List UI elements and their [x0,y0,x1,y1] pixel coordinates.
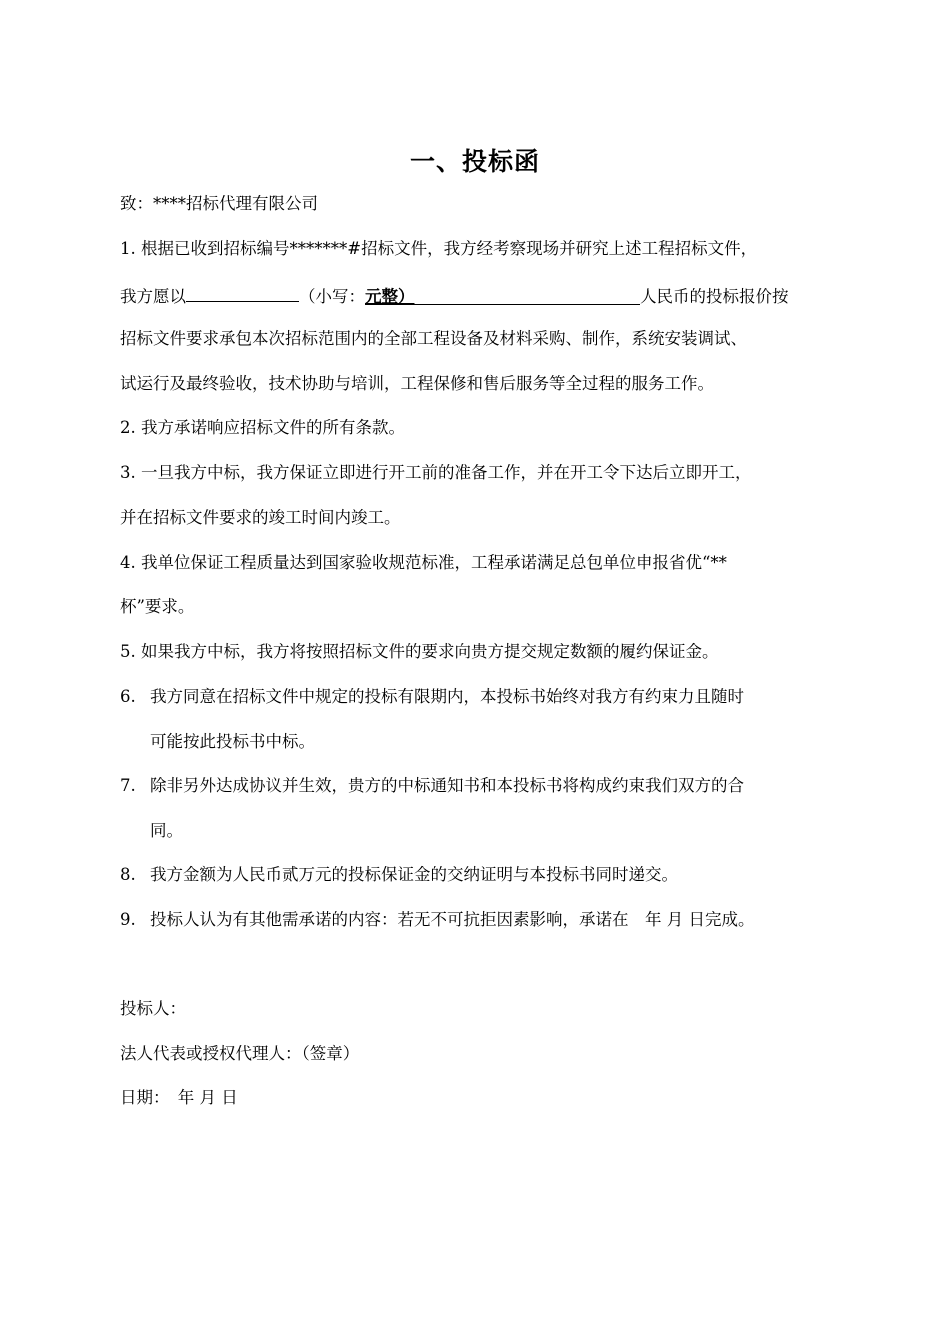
para1-mid: （小写： [299,287,365,306]
para1-prefix: 我方愿以 [120,287,186,306]
amount-text: 元整） [365,287,415,306]
signature-date: 日期： 年 月 日 [120,1088,238,1107]
para1-line2 [120,283,789,308]
para9-line1: 投标人认为有其他需承诺的内容：若无不可抗拒因素影响，承诺在 年 月 日完成。 [150,910,755,929]
para7-line2: 同。 [150,821,183,840]
para8-line1: 我方金额为人民币贰万元的投标保证金的交纳证明与本投标书同时递交。 [150,865,678,884]
addressee-line: 致：****招标代理有限公司 [120,194,318,213]
para2-line: 2. 我方承诺响应招标文件的所有条款。 [120,418,405,437]
para3-line2: 并在招标文件要求的竣工时间内竣工。 [120,508,401,527]
para4-line1: 4. 我单位保证工程质量达到国家验收规范标准，工程承诺满足总包单位申报省优“** [120,553,727,572]
signature-representative: 法人代表或授权代理人：（签章） [120,1044,360,1063]
para4-line2: 杯”要求。 [120,597,195,616]
page-title: 一、投标函 [409,147,540,176]
amount-fill [365,286,640,305]
para1-line1: 1. 根据已收到招标编号*******#招标文件，我方经考察现场并研究上述工程招标文件， [120,239,758,258]
para6-line1: 我方同意在招标文件中规定的投标有限期内，本投标书始终对我方有约束力且随时 [150,687,744,706]
para9-number: 9. [120,910,136,929]
signature-bidder: 投标人： [120,999,186,1018]
para7-line1: 除非另外达成协议并生效，贵方的中标通知书和本投标书将构成约束我们双方的合 [150,776,744,795]
para1-line3: 招标文件要求承包本次招标范围内的全部工程设备及材料采购、制作，系统安装调试、 [120,329,747,348]
para6-number: 6. [120,687,136,706]
para1-suffix: 人民币的投标报价按 [640,287,789,306]
para5-line: 5. 如果我方中标，我方将按照招标文件的要求向贵方提交规定数额的履约保证金。 [120,642,719,661]
price-blank [186,283,299,302]
para1-line4: 试运行及最终验收，技术协助与培训，工程保修和售后服务等全过程的服务工作。 [120,374,714,393]
para3-line1: 3. 一旦我方中标，我方保证立即进行开工前的准备工作，并在开工令下达后立即开工， [120,463,752,482]
para7-number: 7. [120,776,136,795]
para8-number: 8. [120,865,136,884]
para6-line2: 可能按此投标书中标。 [150,732,315,751]
